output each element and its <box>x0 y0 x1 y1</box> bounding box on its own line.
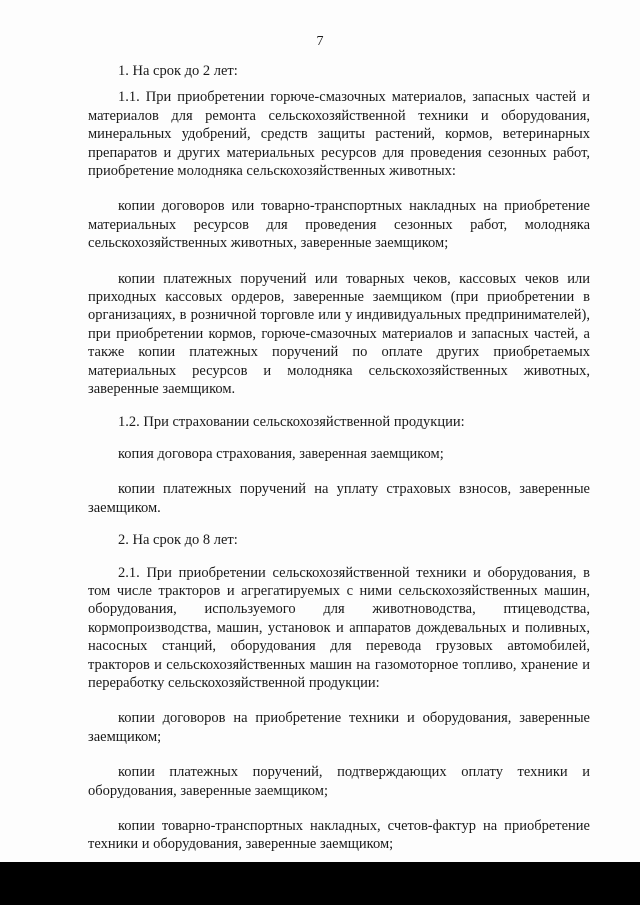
list-item: копии договоров или товарно-транспортных накладных на приобретение материальных ресурсов для проведения сезонных работ, молодняка сельскохозяйственных животных, заверенные заемщиком; <box>88 198 590 252</box>
list-item: копия договора страхования, заверенная заемщиком; <box>118 445 444 462</box>
subsection-1-2: 1.2. При страховании сельскохозяйственной продукции: <box>118 413 465 430</box>
list-item: копии товарно-транспортных накладных, счетов-фактур на приобретение техники и оборудования, заверенные заемщиком; <box>88 818 590 853</box>
subsection-1-1: 1.1. При приобретении горюче-смазочных материалов, запасных частей и материалов для ремонта сельскохозяйственной техники и оборудования, минеральных удобрений, средств защиты растений, кормов, ветеринарных препаратов и других материальных ресурсов для проведения сезонных работ, приобретение молодняка сельскохозяйственных животных: <box>88 89 590 180</box>
section-heading-1: 1. На срок до 2 лет: <box>118 63 238 79</box>
subsection-2-1: 2.1. При приобретении сельскохозяйственной техники и оборудования, в том числе тракторов и агрегатируемых с ними сельскохозяйственных машин, оборудования, используемого для животноводства, птицеводства, кормопроизводства, машин, установок и аппаратов дождевальных и поливных, насосных станций, оборудования для перевода грузовых автомобилей, тракторов и сельскохозяйственных машин на газомоторное топливо, хранение и переработку сельскохозяйственной продукции: <box>88 564 590 691</box>
section-heading-2: 2. На срок до 8 лет: <box>118 532 238 549</box>
scan-border <box>0 862 640 905</box>
list-item: копии договоров на приобретение техники и оборудования, заверенные заемщиком; <box>88 710 590 745</box>
document-body <box>88 62 590 908</box>
list-item: копии платежных поручений, подтверждающих оплату техники и оборудования, заверенные заемщиком; <box>88 764 590 799</box>
list-item: копии платежных поручений или товарных чеков, кассовых чеков или приходных кассовых ордеров, заверенные заемщиком (при приобретении в организациях, в розничной торговле или у индивидуальных предпринимателей), при приобретении кормов, горюче-смазочных материалов и запасных частей, а также копии платежных поручений по оплате других приобретаемых материальных ресурсов и молодняка сельскохозяйственных животных, заверенные заемщиком. <box>88 270 590 398</box>
page-number: 7 <box>316 34 324 49</box>
list-item: копии платежных поручений на уплату страховых взносов, заверенные заемщиком. <box>88 481 590 516</box>
